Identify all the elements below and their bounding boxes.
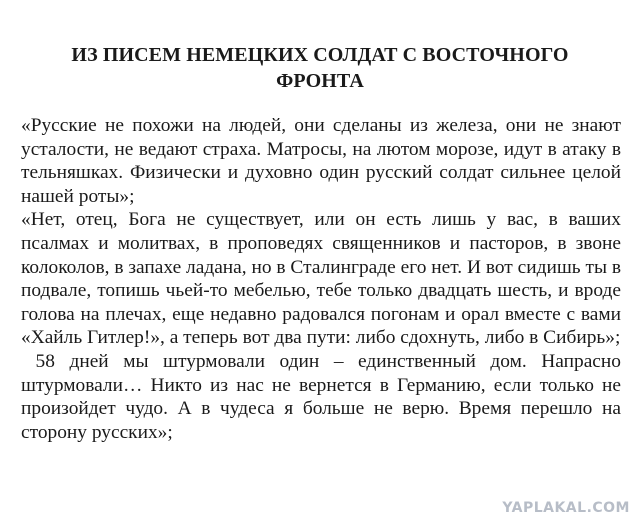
paragraph-1: «Русские не похожи на людей, они сделаны из железа, они не знают усталости, не ведают страха. Матросы, на лютом морозе, идут в атаку в тельняшках. Физически и духовно один русский солдат сильнее целой нашей роты»; bbox=[21, 115, 621, 207]
site-watermark: YAPLAKAL.COM bbox=[502, 500, 630, 516]
document-title: ИЗ ПИСЕМ НЕМЕЦКИХ СОЛДАТ С ВОСТОЧНОГО ФРОНТА bbox=[71, 44, 569, 92]
document-body bbox=[21, 114, 621, 444]
paragraph-3: 58 дней мы штурмовали один – единственный дом. Напрасно штурмовали… Никто из нас не вернется в Германию, если только не произойдет чудо. А в чудеса я больше не верю. Время перешло на сторону русских»; bbox=[21, 350, 621, 443]
paragraph-2: «Нет, отец, Бога не существует, или он есть лишь у вас, в ваших псалмах и молитвах, в проповедях священников и пасторов, в звоне колоколов, в запахе ладана, но в Сталинграде его нет. И вот сидишь ты в подвале, топишь чьей-то мебелью, тебе только двадцать шесть, и вроде голова на плечах, еще недавно радовался погонам и орал вместе с вами «Хайль Гитлер!», а теперь вот два пути: либо сдохнуть, либо в Сибирь»; bbox=[21, 209, 621, 349]
